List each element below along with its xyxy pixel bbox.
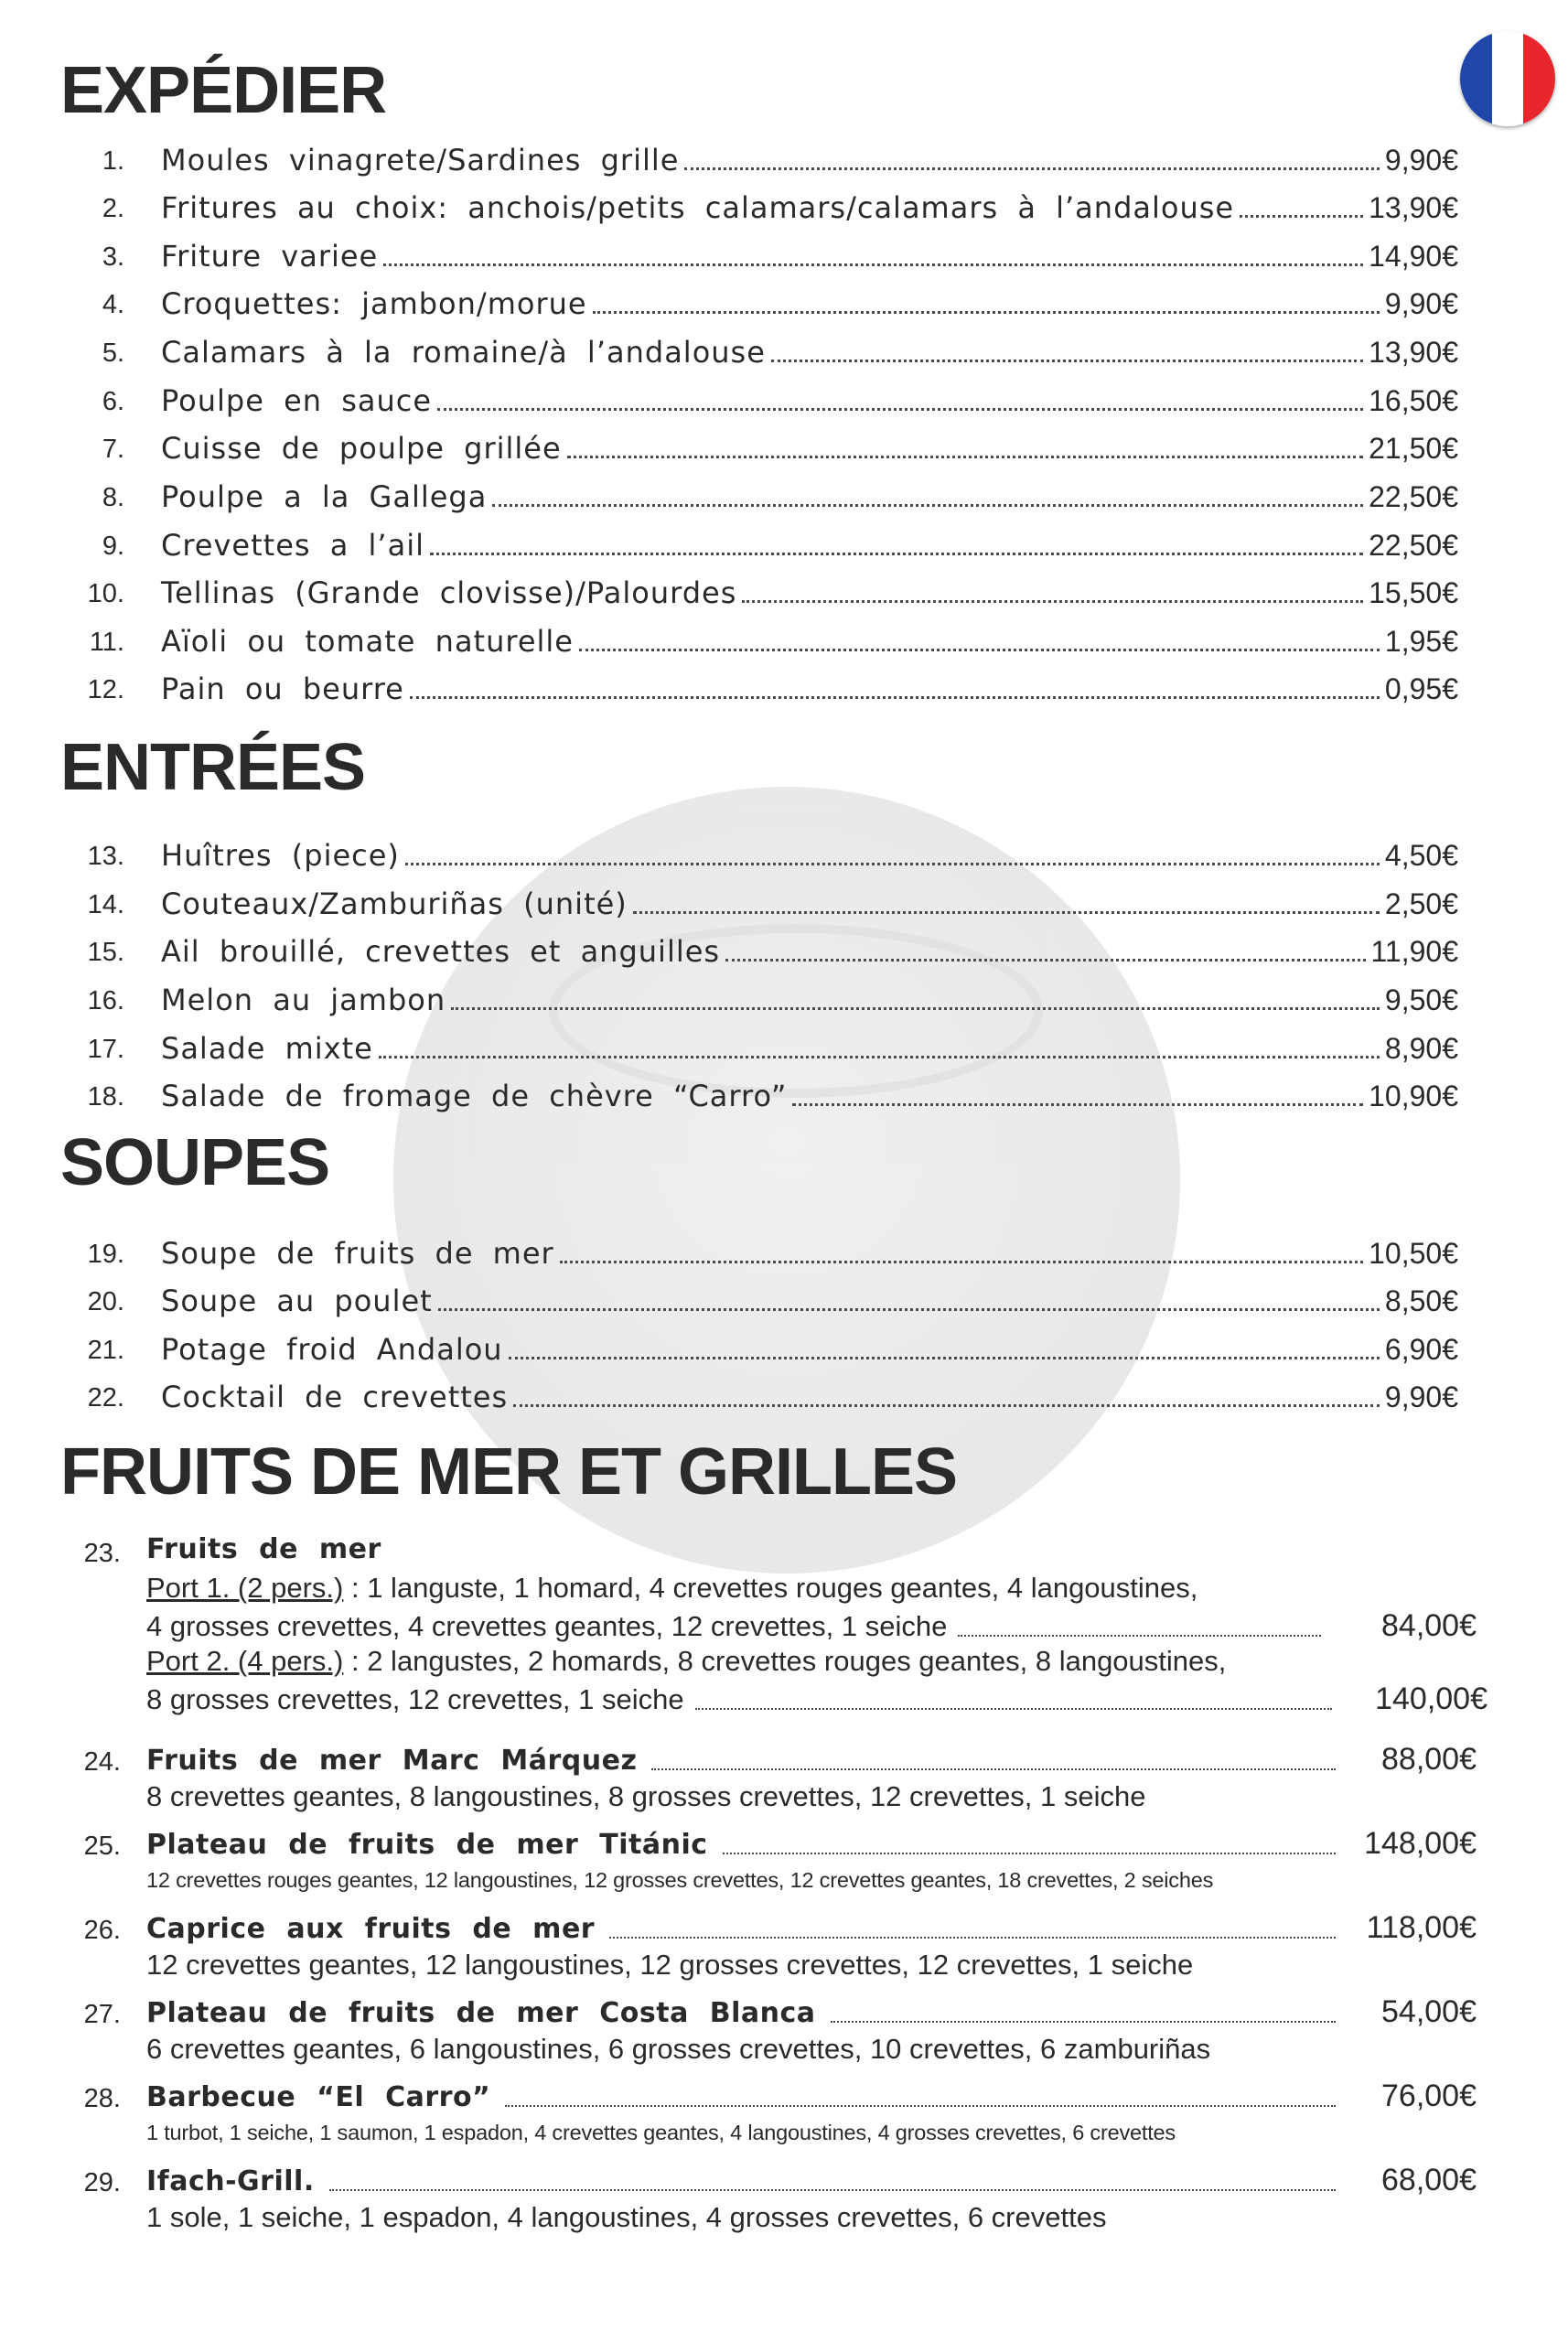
item-name: Ail brouillé, crevettes et anguilles — [161, 934, 721, 969]
menu-item — [0, 666, 1568, 714]
item-line — [161, 934, 1458, 969]
menu-item — [0, 1374, 1568, 1422]
flag-white-stripe — [1492, 31, 1524, 126]
dot-leader — [430, 549, 1363, 555]
item-price: 76,00€ — [1381, 2079, 1477, 2113]
port2-line2-row — [146, 1681, 1487, 1717]
item-number: 1. — [102, 146, 124, 176]
menu-item — [0, 1327, 1568, 1374]
french-flag-icon[interactable] — [1460, 31, 1555, 126]
item-name: Pain ou beurre — [161, 671, 404, 706]
item-price: 84,00€ — [1381, 1608, 1477, 1643]
item-line — [161, 143, 1458, 177]
item-line — [161, 1079, 1458, 1113]
item-title-line — [146, 1910, 1477, 1946]
menu-item — [0, 474, 1568, 521]
dot-leader — [771, 356, 1363, 362]
item-price: 10,50€ — [1369, 1237, 1458, 1270]
item-line — [161, 983, 1458, 1017]
item-price: 13,90€ — [1369, 336, 1458, 369]
item-price: 16,50€ — [1369, 384, 1458, 417]
item-name: Salade mixte — [161, 1031, 373, 1066]
item-number: 18. — [87, 1082, 124, 1112]
section-heading-fruits-de-mer: FRUITS DE MER ET GRILLES — [60, 1435, 958, 1509]
item-price: 54,00€ — [1381, 1994, 1477, 2029]
item-title: Ifach-Grill. — [146, 2165, 315, 2197]
item-title-line — [146, 1742, 1477, 1778]
menu-item — [0, 233, 1568, 281]
item-number: 19. — [87, 1240, 124, 1269]
menu-item — [0, 378, 1568, 425]
item-title-line — [146, 1826, 1477, 1862]
item-number: 7. — [102, 435, 124, 464]
item-price: 2,50€ — [1384, 887, 1458, 920]
menu-item — [0, 137, 1568, 185]
dot-leader — [513, 1401, 1380, 1407]
dot-leader — [437, 404, 1363, 411]
item-number: 27. — [83, 2000, 121, 2029]
item-title: Caprice aux fruits de mer — [146, 1913, 596, 1945]
item-name: Crevettes a l’ail — [161, 528, 424, 563]
item-price: 8,90€ — [1384, 1032, 1458, 1065]
dot-leader — [567, 452, 1363, 458]
dot-leader — [329, 2186, 1336, 2191]
item-description: 1 sole, 1 seiche, 1 espadon, 4 langoustines, 4 grosses crevettes, 6 crevettes — [146, 2201, 1107, 2233]
menu-item — [0, 833, 1568, 880]
dot-leader — [405, 859, 1380, 865]
item-number: 26. — [83, 1916, 121, 1945]
dot-leader — [695, 1704, 1332, 1710]
menu-item — [0, 1073, 1568, 1121]
dot-leader — [684, 164, 1379, 170]
item-number: 10. — [87, 579, 124, 608]
item-description: 6 crevettes geantes, 6 langoustines, 6 grosses crevettes, 10 crevettes, 6 zamburiñas — [146, 2033, 1211, 2065]
item-price: 118,00€ — [1366, 1910, 1477, 1945]
item-number: 6. — [102, 387, 124, 416]
item-price: 22,50€ — [1369, 529, 1458, 562]
dot-leader — [492, 500, 1363, 507]
item-name: Moules vinagrete/Sardines grille — [161, 143, 680, 177]
port2-label: Port 2. (4 pers.) — [146, 1645, 344, 1677]
menu-item — [0, 522, 1568, 570]
item-number: 5. — [102, 338, 124, 368]
item-description: 8 crevettes geantes, 8 langoustines, 8 grosses crevettes, 12 crevettes, 1 seiche — [146, 1780, 1146, 1812]
item-price: 21,50€ — [1369, 432, 1458, 465]
item-line — [161, 239, 1458, 274]
item-price: 9,90€ — [1384, 144, 1458, 177]
item-name: Poulpe en sauce — [161, 383, 433, 418]
item-price: 6,90€ — [1384, 1333, 1458, 1366]
item-name: Poulpe a la Gallega — [161, 479, 488, 514]
item-line — [161, 335, 1458, 370]
item-name: Huîtres (piece) — [161, 838, 400, 873]
item-number: 21. — [87, 1336, 124, 1365]
port1-line2-row — [146, 1608, 1477, 1644]
dot-leader — [742, 596, 1363, 603]
item-number: 23. — [83, 1539, 121, 1568]
menu-item — [0, 1278, 1568, 1326]
dot-leader — [633, 908, 1380, 914]
item-number: 28. — [83, 2084, 121, 2113]
dot-leader — [505, 2101, 1336, 2107]
dot-leader — [792, 1100, 1363, 1106]
item-price: 148,00€ — [1364, 1826, 1477, 1861]
item-price: 1,95€ — [1384, 625, 1458, 658]
item-number: 3. — [102, 242, 124, 272]
item-name: Salade de fromage de chèvre “Carro” — [161, 1079, 788, 1113]
item-number: 25. — [83, 1832, 121, 1861]
menu-item — [0, 570, 1568, 618]
item-price: 13,90€ — [1369, 191, 1458, 224]
item-name: Fritures au choix: anchois/petits calamars/calamars à l’andalouse — [161, 190, 1235, 225]
item-price: 140,00€ — [1375, 1681, 1487, 1716]
item-description: 12 crevettes rouges geantes, 12 langoustines, 12 grosses crevettes, 12 crevettes geantes, 18 crevettes, 2 seiches — [146, 1868, 1214, 1892]
item-number: 17. — [87, 1035, 124, 1064]
item-number: 24. — [83, 1747, 121, 1777]
item-line — [161, 1284, 1458, 1318]
dot-leader — [509, 1353, 1380, 1359]
dot-leader — [1240, 211, 1363, 218]
item-name: Soupe de fruits de mer — [161, 1236, 554, 1271]
port2-line1: : 2 langustes, 2 homards, 8 crevettes rouges geantes, 8 langoustines, — [343, 1645, 1227, 1677]
item-desc-port2 — [146, 1645, 1226, 1678]
menu-item — [0, 329, 1568, 377]
item-number: 2. — [102, 194, 124, 223]
item-line — [161, 838, 1458, 873]
item-line — [161, 575, 1458, 610]
menu-item — [0, 425, 1568, 473]
dot-leader — [958, 1631, 1321, 1637]
dot-leader — [831, 2017, 1336, 2023]
item-number: 29. — [83, 2168, 121, 2197]
dot-leader — [651, 1765, 1336, 1770]
item-price: 10,90€ — [1369, 1080, 1458, 1112]
item-line — [161, 671, 1458, 706]
item-price: 14,90€ — [1369, 240, 1458, 273]
item-description: 12 crevettes geantes, 12 langoustines, 12 grosses crevettes, 12 crevettes, 1 seiche — [146, 1949, 1194, 1981]
item-number: 8. — [102, 483, 124, 512]
item-name: Friture variee — [161, 239, 379, 274]
item-title: Plateau de fruits de mer Titánic — [146, 1829, 708, 1861]
dot-leader — [593, 307, 1380, 314]
item-line — [161, 1380, 1458, 1414]
port2-line2: 8 grosses crevettes, 12 crevettes, 1 seiche — [146, 1683, 684, 1715]
item-price: 9,90€ — [1384, 287, 1458, 320]
item-title-line — [146, 1994, 1477, 2030]
item-price: 15,50€ — [1369, 576, 1458, 609]
item-number: 4. — [102, 290, 124, 319]
item-line — [161, 190, 1458, 225]
item-line — [161, 431, 1458, 466]
item-line — [161, 624, 1458, 659]
item-number: 14. — [87, 890, 124, 919]
item-name: Potage froid Andalou — [161, 1332, 503, 1367]
port1-label: Port 1. (2 pers.) — [146, 1572, 344, 1604]
item-number: 13. — [87, 842, 124, 871]
item-name: Cocktail de crevettes — [161, 1380, 509, 1414]
dot-leader — [560, 1257, 1363, 1263]
item-number: 11. — [89, 628, 124, 657]
menu-item — [0, 185, 1568, 232]
dot-leader — [451, 1004, 1380, 1010]
menu-item — [0, 929, 1568, 976]
item-number: 20. — [87, 1287, 124, 1316]
item-line — [161, 886, 1458, 921]
item-price: 88,00€ — [1381, 1742, 1477, 1777]
menu-item — [0, 281, 1568, 328]
item-name: Cuisse de poulpe grillée — [161, 431, 562, 466]
item-name: Croquettes: jambon/morue — [161, 286, 587, 321]
item-price: 9,50€ — [1384, 983, 1458, 1016]
flag-red-stripe — [1523, 31, 1555, 126]
item-desc-port1 — [146, 1572, 1197, 1605]
item-title: Fruits de mer — [146, 1533, 381, 1565]
item-number: 15. — [87, 938, 124, 967]
item-name: Tellinas (Grande clovisse)/Palourdes — [161, 575, 737, 610]
item-number: 12. — [87, 675, 124, 704]
item-title: Fruits de mer Marc Márquez — [146, 1745, 638, 1777]
item-price: 68,00€ — [1381, 2163, 1477, 2197]
item-number: 16. — [87, 986, 124, 1015]
dot-leader — [723, 1849, 1336, 1854]
port1-line1: : 1 languste, 1 homard, 4 crevettes rouges geantes, 4 langoustines, — [343, 1572, 1198, 1604]
dot-leader — [438, 1305, 1380, 1311]
item-description: 1 turbot, 1 seiche, 1 saumon, 1 espadon, 4 crevettes geantes, 4 langoustines, 4 grosses crevettes, 6 crevettes — [146, 2121, 1176, 2144]
item-price: 9,90€ — [1384, 1380, 1458, 1413]
item-price: 4,50€ — [1384, 839, 1458, 872]
item-title-line — [146, 2163, 1477, 2198]
dot-leader — [410, 693, 1380, 699]
item-number: 22. — [87, 1383, 124, 1413]
section-heading-soupes: SOUPES — [60, 1126, 330, 1199]
item-title: Barbecue “El Carro” — [146, 2081, 491, 2113]
dot-leader — [725, 955, 1365, 962]
menu-item — [0, 1026, 1568, 1073]
item-line — [161, 479, 1458, 514]
item-price: 0,95€ — [1384, 672, 1458, 705]
port1-line2: 4 grosses crevettes, 4 crevettes geantes, 12 crevettes, 1 seiche — [146, 1610, 948, 1642]
item-title-line — [146, 2079, 1477, 2114]
item-line — [161, 286, 1458, 321]
item-name: Aïoli ou tomate naturelle — [161, 624, 574, 659]
item-price: 8,50€ — [1384, 1284, 1458, 1317]
item-line — [161, 528, 1458, 563]
dot-leader — [579, 645, 1380, 651]
dot-leader — [383, 260, 1363, 266]
menu-item — [0, 977, 1568, 1025]
item-name: Melon au jambon — [161, 983, 446, 1017]
item-line — [161, 1236, 1458, 1271]
item-title: Plateau de fruits de mer Costa Blanca — [146, 1997, 816, 2029]
menu-item — [0, 881, 1568, 929]
item-number: 9. — [102, 532, 124, 561]
dot-leader — [609, 1933, 1336, 1939]
item-price: 22,50€ — [1369, 480, 1458, 513]
item-name: Calamars à la romaine/à l’andalouse — [161, 335, 766, 370]
item-name: Soupe au poulet — [161, 1284, 433, 1318]
section-heading-expedier: EXPÉDIER — [60, 54, 387, 127]
section-heading-entrees: ENTRÉES — [60, 731, 366, 804]
item-line — [161, 1031, 1458, 1066]
menu-item — [0, 1230, 1568, 1278]
item-price: 11,90€ — [1370, 935, 1458, 968]
flag-blue-stripe — [1460, 31, 1492, 126]
item-name: Couteaux/Zamburiñas (unité) — [161, 886, 628, 921]
dot-leader — [379, 1052, 1380, 1058]
menu-item — [0, 618, 1568, 666]
item-line — [161, 383, 1458, 418]
item-line — [161, 1332, 1458, 1367]
